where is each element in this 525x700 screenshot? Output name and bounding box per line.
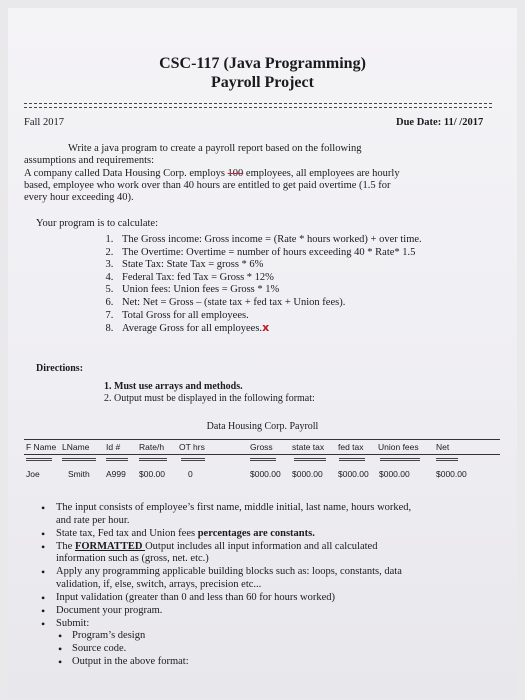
note-text: information such as (gross, net. etc.) — [56, 553, 209, 564]
list-item: 3. State Tax: State Tax = gross * 6% — [116, 259, 516, 272]
note-text: State tax, Fed tax and Union fees — [56, 527, 198, 539]
list-item: • Program’s design — [72, 630, 517, 643]
intro-line: every hour exceeding 40). — [24, 192, 134, 203]
underline-marks — [181, 458, 205, 461]
header-separator — [24, 103, 492, 104]
list-item: 2. Output must be displayed in the following format: — [114, 393, 315, 405]
note-text: Apply any programming applicable building blocks such as: loops, constants, data — [56, 566, 402, 577]
calculate-heading: Your program is to calculate: — [36, 218, 158, 229]
list-item: 4. Federal Tax: fed Tax = Gross * 12% — [116, 272, 516, 285]
column-header: state tax — [292, 442, 325, 452]
table-cell: Joe — [26, 469, 40, 479]
column-header: Union fees — [378, 442, 419, 452]
list-item — [56, 618, 517, 669]
table-cell: $00.00 — [139, 469, 165, 479]
table-cell: $000.00 — [250, 469, 281, 479]
underline-marks — [26, 458, 52, 461]
list-item — [116, 322, 516, 336]
underline-marks — [294, 458, 326, 461]
column-header: Net — [436, 442, 450, 452]
column-header: LName — [62, 442, 90, 452]
intro-line: Write a java program to create a payroll report based on the following — [68, 143, 362, 154]
list-item: 6. Net: Net = Gross – (state tax + fed tax + Union fees). — [116, 297, 516, 310]
note-text: validation, if, else, switch, arrays, precision etc... — [56, 578, 262, 590]
underline-marks — [62, 458, 96, 461]
table-rule — [24, 454, 500, 455]
column-header: Rate/h — [139, 442, 165, 452]
report-title: Data Housing Corp. Payroll — [206, 421, 319, 432]
list-item: • Document your program. — [56, 605, 517, 618]
table-cell: $000.00 — [436, 469, 467, 479]
list-item: • Source code. — [72, 643, 517, 656]
list-item: 5. Union fees: Union fees = Gross * 1% — [116, 284, 516, 297]
list-item — [56, 541, 517, 566]
document-title — [8, 54, 517, 92]
underline-marks — [339, 458, 365, 461]
submit-list — [56, 630, 517, 669]
column-header: OT hrs — [179, 442, 205, 452]
list-item: • Input validation (greater than 0 and less than 60 for hours worked) — [56, 592, 517, 605]
underline-marks — [139, 458, 167, 461]
note-text: and rate per hour. — [56, 514, 130, 526]
intro-text: employees, all employees are hourly — [243, 168, 400, 179]
struck-number: 100 — [227, 168, 244, 179]
intro-line: assumptions and requirements: — [24, 155, 155, 166]
note-text: The input consists of employee’s first name, middle initial, last name, hours worked, — [56, 502, 412, 513]
list-item-text: Average Gross for all employees. — [122, 323, 263, 335]
note-emphasis: percentages are constants. — [197, 527, 315, 539]
list-item: • Output in the above format: — [72, 656, 517, 669]
column-header: F Name — [26, 442, 57, 452]
intro-text: A company called Data Housing Corp. employs — [24, 168, 228, 179]
directions-heading: Directions: — [36, 363, 84, 374]
underline-marks — [380, 458, 420, 461]
table-cell: A999 — [106, 469, 126, 479]
requirements-list — [90, 234, 516, 336]
notes-list — [32, 502, 517, 669]
column-header: fed tax — [338, 442, 364, 452]
intro-line: based, employee who work over than 40 hours are entitled to get paid overtime (1.5 for — [24, 180, 391, 191]
note-emphasis: FORMATTED — [74, 540, 146, 552]
table-cell: $000.00 — [379, 469, 410, 479]
term-label: Fall 2017 — [24, 117, 64, 128]
course-title: CSC-117 (Java Programming) — [159, 55, 366, 72]
note-text: Submit: — [56, 617, 90, 629]
list-item — [56, 528, 517, 541]
list-item — [56, 566, 517, 591]
project-title: Payroll Project — [211, 74, 314, 91]
list-item: 1. The Gross income: Gross income = (Rate * hours worked) + over time. — [116, 234, 516, 247]
table-cell: $000.00 — [338, 469, 369, 479]
column-header: Gross — [250, 442, 273, 452]
directions-list — [94, 381, 315, 405]
list-item — [56, 502, 517, 527]
table-rule — [24, 439, 500, 440]
handwritten-x-mark: x — [262, 321, 270, 335]
list-item: 7. Total Gross for all employees. — [116, 310, 516, 323]
table-cell: Smith — [68, 469, 90, 479]
list-item: 2. The Overtime: Overtime = number of hours exceeding 40 * Rate* 1.5 — [116, 247, 516, 260]
underline-marks — [436, 458, 458, 461]
header-separator — [24, 107, 492, 108]
table-cell: $000.00 — [292, 469, 323, 479]
note-text: Output includes all input information and all calculated — [145, 540, 378, 552]
underline-marks — [106, 458, 128, 461]
underline-marks — [250, 458, 276, 461]
due-date: Due Date: 11/ /2017 — [396, 117, 484, 128]
table-cell: 0 — [188, 469, 193, 479]
note-text: The — [56, 540, 75, 552]
intro-company-line — [24, 168, 400, 181]
document-page — [8, 8, 517, 698]
column-header: Id # — [106, 442, 121, 452]
list-item: 1. Must use arrays and methods. — [114, 381, 315, 393]
